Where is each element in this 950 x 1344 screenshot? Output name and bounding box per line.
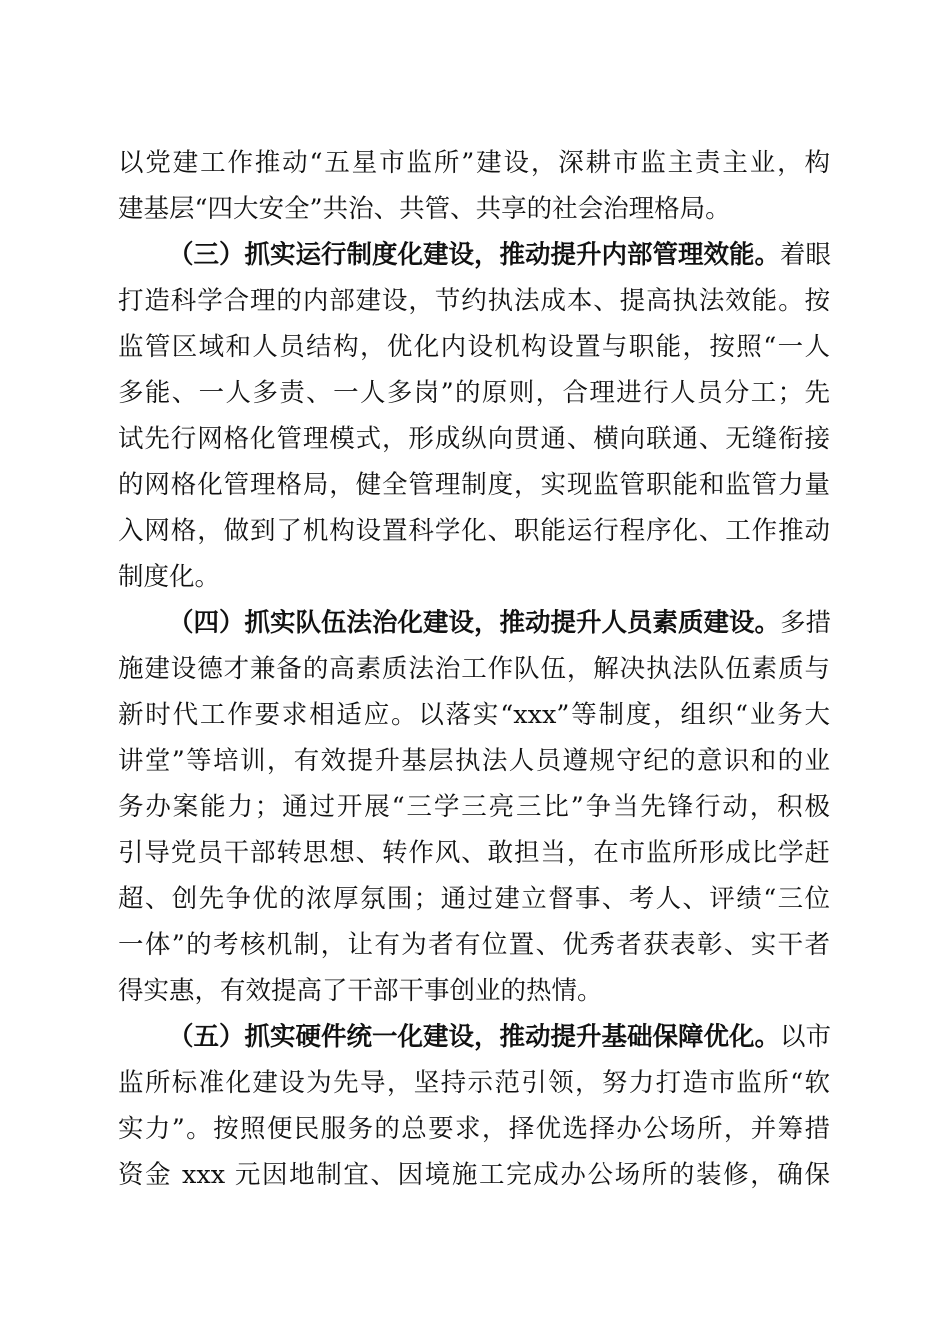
text-line: 建基层“四大安全”共治、共管、共享的社会治理格局。: [118, 194, 731, 224]
text-line: 监管区域和人员结构，优化内设机构设置与职能，按照“一人: [118, 332, 830, 362]
text-run: 多措: [780, 608, 832, 638]
text-line: 以党建工作推动“五星市监所”建设，深耕市监主责主业，构: [118, 148, 830, 178]
text-line: 实力”。按照便民服务的总要求，择优选择办公场所，并筹措: [118, 1114, 830, 1144]
text-run: 着眼: [780, 240, 832, 270]
section-heading: （五）抓实硬件统一化建设，推动提升基础保障优化。: [168, 1022, 781, 1052]
text-line: 得实惠，有效提高了干部干事创业的热情。: [118, 976, 603, 1006]
text-line: 试先行网格化管理模式，形成纵向贯通、横向联通、无缝衔接: [118, 424, 830, 454]
text-line: 讲堂”等培训，有效提升基层执法人员遵规守纪的意识和的业: [118, 746, 830, 776]
text-run: 以市: [780, 1022, 832, 1052]
section-heading-line: [168, 235, 830, 275]
text-line: 超、创先争优的浓厚氛围；通过建立督事、考人、评绩“三位: [118, 884, 830, 914]
section-heading: （三）抓实运行制度化建设，推动提升内部管理效能。: [168, 240, 781, 270]
text-line: 多能、一人多责、一人多岗”的原则，合理进行人员分工；先: [118, 378, 830, 408]
text-line: 入网格，做到了机构设置科学化、职能运行程序化、工作推动: [118, 516, 830, 546]
text-line: 引导党员干部转思想、转作风、敢担当，在市监所形成比学赶: [118, 838, 830, 868]
text-line: 务办案能力；通过开展“三学三亮三比”争当先锋行动，积极: [118, 792, 830, 822]
text-line: 资金 xxx 元因地制宜、因境施工完成办公场所的装修，确保: [118, 1160, 830, 1190]
text-line: 打造科学合理的内部建设，节约执法成本、提高执法效能。按: [118, 286, 830, 316]
text-line: 施建设德才兼备的高素质法治工作队伍，解决执法队伍素质与: [118, 654, 830, 684]
text-line: 新时代工作要求相适应。以落实“xxx”等制度，组织“业务大: [118, 700, 830, 730]
section-heading-line: [168, 1017, 830, 1057]
section-heading: （四）抓实队伍法治化建设，推动提升人员素质建设。: [168, 608, 781, 638]
text-line: 一体”的考核机制，让有为者有位置、优秀者获表彰、实干者: [118, 930, 830, 960]
text-line: 制度化。: [118, 562, 221, 592]
text-line: 监所标准化建设为先导，坚持示范引领，努力打造市监所“软: [118, 1068, 830, 1098]
section-heading-line: [168, 603, 830, 643]
text-line: 的网格化管理格局，健全管理制度，实现监管职能和监管力量: [118, 470, 830, 500]
